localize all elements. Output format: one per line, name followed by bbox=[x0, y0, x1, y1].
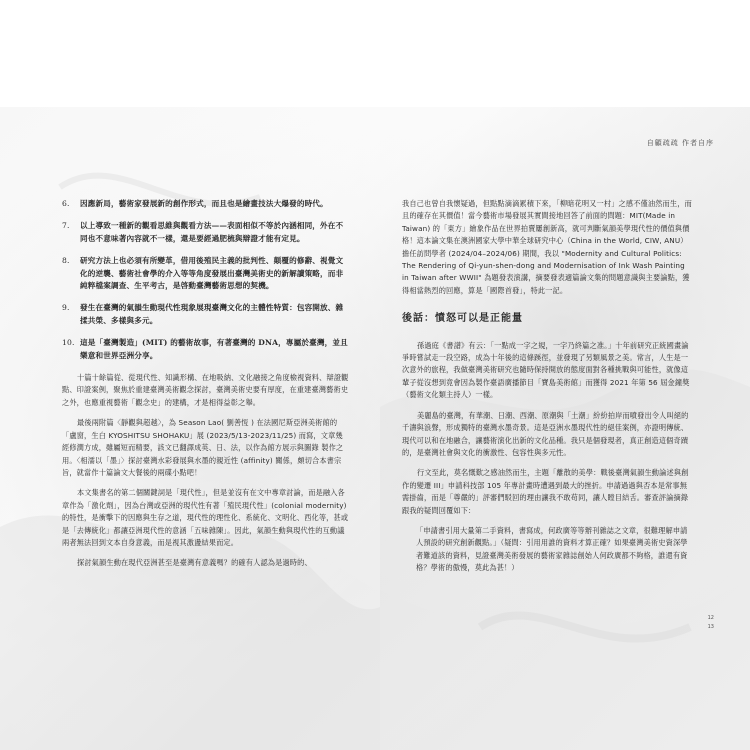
body-paragraph: 探討氣韻生動在現代亞洲甚至是臺灣有意義嗎？的確有人認為是過時的、 bbox=[77, 558, 312, 568]
item-text: 因應新局，藝術家發展新的創作形式，而且也是繪畫技法大爆發的時代。 bbox=[80, 199, 328, 208]
item-number: 10. bbox=[62, 338, 75, 348]
item-number: 7. bbox=[62, 221, 70, 231]
right-column bbox=[402, 198, 692, 575]
page-number-right: 13 bbox=[707, 624, 714, 630]
body-paragraph: 十篇十餘篇從、從現代性、知識形構、在地吸納、文化融接之角度檢視資料、辯證觀點、印證案例，聚焦於重建臺灣美術觀念探討，臺灣美術史要有厚度，在重建臺灣藝術史之外，也應重視藝術「觀念史」的建構，才是相得益彰之舉。 bbox=[62, 373, 349, 407]
item-number: 9. bbox=[62, 303, 70, 313]
numbered-item bbox=[62, 302, 350, 327]
numbered-item bbox=[62, 198, 350, 210]
item-number: 6. bbox=[62, 199, 70, 208]
body-paragraph: 我自己也曾自我懷疑過，但點點滴滴累積下來，「柳暗花明又一村」之感不僅油然而生，而且的確存在其價值！當今藝術市場發展其實間接地回答了前面的問題：MIT(Made in Taiwan) 的「東方」繪象作品在世界拍賣屢創新高，就可判斷氣韻美學現代性的價值與價格！這本論文集在澳洲國家大學中華全球研究中心（China in the World, CIW, ANU）擔任訪問學者 (2024/04–2024/06) 期間，我以 "Modernity and Cultural Politics: The Rendering of Qi-yun-shen-dong and Modernisation of Ink Wash Painting in Taiwan after WWII" 為題發表演講，摘要發表適篇論文集的問題意識與主要論點，獲得相當熱烈的回應，算是「國際首發」，特此一記。 bbox=[402, 199, 692, 295]
body-paragraph: 孫過庭《書譜》有云：「一點成一字之規，一字乃終篇之准。」十年前研究正統國畫論爭時嘗試走一段空路，成為十年後的這條蹊徑，並發現了另類風景之美。常言，人生是一次意外的旅程，我做臺灣美術研究也隨時保持開放的態度面對各種挑戰與可能性，就像這輩子從沒想到竟會因為製作臺語廣播節目「寶島美術館」而獲得 2021 年第 56 屆金鐘獎（藝術文化類主持人）一樣。 bbox=[402, 340, 690, 400]
numbered-item bbox=[62, 255, 350, 292]
page-number-left: 12 bbox=[707, 615, 714, 621]
body-paragraph: 最後兩附篇〈靜觀與超越〉，為 Season Lao( 劉善恆 ) 在法國尼斯亞洲美術館的「盧窗，生白 KYOSHITSU SHOHAKU」展 (2023/5/13-2023/11/25) 而寫，文章幾經修潤方成，雖屬短而精要，該文已翻譯成英、日、法，以作為館方展示與圖錄 製作之用。〈相濡以「墨」〉探討臺灣水彩發展與水墨的親近性 (affinity) 關係，頗切合本書宗旨，就當作十篇論文大餐後的兩碟小點吧！ bbox=[62, 418, 344, 477]
section-title: 後話：憤怒可以是正能量 bbox=[402, 313, 523, 325]
block-quote: 「申請書引用大量第二手資料，書寫成，何政廣等等辦刊雜誌之文章，很難理解申請人預設的研究創新觀點。」（疑問：引用用誰的資料才算正確？如果臺灣美術史資深學者難道該的資料，見證臺灣美術發展的藝術家雜誌創始人何政廣都不夠格，誰還有資格？學術的傲慢，莫此為甚！） bbox=[416, 525, 688, 573]
item-text: 研究方法上也必須有所變革，借用後殖民主義的批判性、顛覆的修辭、視覺文化的逆襲、藝術社會學的介入等等角度發展出臺灣美術史的新解讀策略，而非純粹檔案調查、生平考古，是啓動臺灣藝術思想的契機。 bbox=[80, 256, 344, 291]
body-paragraph: 行文至此，莫名慨歎之感油然而生，主題「離散的美學：戰後臺灣氣韻生動論述與創作的變遷 III」申請科技部 105 年專計畫時遭遇到最大的挫折。申請過過與否本是常事無需掛齒，而是「尊嚴的」評審們駁回的理由讓我不敢苟同，讓人瞠目結舌。審查評論摘錄跟我的疑問回覆如下： bbox=[402, 468, 689, 515]
item-text: 以上導致一種新的觀看思維與觀看方法——表面相似不等於內涵相同，外在不同也不意味著內容就不一樣，還是要經過肥梳與辯證才能有定見。 bbox=[80, 221, 344, 243]
item-number: 8. bbox=[62, 256, 70, 266]
item-text: 發生在臺灣的氣韻生動現代性現象展現臺灣文化的主體性特質：包容開放、雜揉共榮、多樣與多元。 bbox=[80, 303, 344, 325]
left-column bbox=[62, 198, 350, 578]
numbered-item bbox=[62, 337, 350, 362]
body-paragraph: 美麗島的臺灣，有華潮、日潮、西潮、原潮與「土潮」紛紛拍岸而噴發出令人叫絕的千濤與浪聲，形成獨特的臺灣水墨奇景。這是亞洲水墨現代性的絕佳案例，亦證明傳統、現代可以和在地融合，讓藝術演化出新的文化品種。我只是個發現者，真正創造這個奇蹟的，是臺灣社會與文化的衝激性、包容性與多元性。 bbox=[402, 410, 689, 457]
numbered-item bbox=[62, 220, 350, 245]
running-header: 自顧疏疏 作者自序 bbox=[646, 139, 714, 147]
item-text: 這是「臺灣製造」(MIT) 的藝術故事，有著臺灣的 DNA，專屬於臺灣，並且樂意和世界亞洲分享。 bbox=[80, 338, 348, 360]
body-paragraph: 本文集書名的第二個關鍵詞是「現代性」，但是並沒有在文中專章討論，而是融入各章作為「激化劑」，因為台灣或亞洲的現代性有著「殖民現代性」(colonial modernity) 的特性，是衝擊下的因應與生存之道，現代性的理性化、系統化、文明化、西化等，甚或是「去傳統化」都讓亞洲現代性的意涵「五味雜陳」。因此，氣韻生動與現代性的互動議兩者無法回到文本自身意義，而是視其激盪結果而定。 bbox=[62, 488, 349, 547]
